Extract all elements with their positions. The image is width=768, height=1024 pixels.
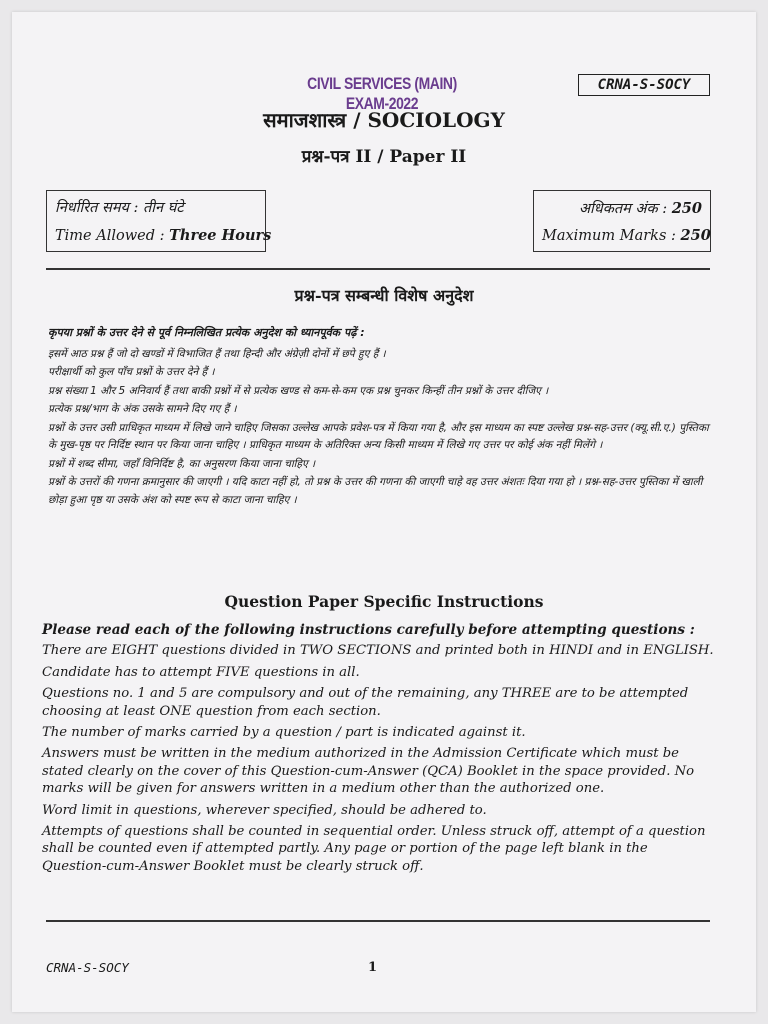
hindi-instruction-item: प्रश्न संख्या 1 और 5 अनिवार्य हैं तथा बाकी प्रश्नों में से प्रत्येक खण्ड से कम-से-कम एक प्रश्न चुनकर किन्हीं तीन प्रश्नों के उत्तर दीजिए । xyxy=(48,384,549,397)
english-instruction-item: Word limit in questions, wherever specified, should be adhered to. xyxy=(42,802,487,818)
english-instruction-item: There are EIGHT questions divided in TWO SECTIONS and printed both in HINDI and in ENGLISH. xyxy=(42,643,714,659)
hindi-instructions-lead: कृपया प्रश्नों के उत्तर देने से पूर्व निम्नलिखित प्रत्येक अनुदेश को ध्यानपूर्वक पढ़ें : xyxy=(48,326,365,339)
paper-number: प्रश्न-पत्र II / Paper II xyxy=(301,147,467,167)
english-instruction-item: Answers must be written in the medium authorized in the Admission Certificate which must be stated clearly on the cover of this Question-cum-Answer (QCA) Booklet in the space provided. No marks will be given for answers written in a medium other than the authorized one. xyxy=(42,746,695,797)
maximum-marks-label: Maximum Marks : xyxy=(542,228,681,244)
time-allowed-hindi: निर्धारित समय : तीन घंटे xyxy=(55,200,184,216)
time-allowed-english xyxy=(55,222,272,249)
subject-title: समाजशास्त्र / SOCIOLOGY xyxy=(263,108,505,132)
hindi-instruction-item: परीक्षार्थी को कुल पाँच प्रश्नों के उत्तर देने हैं । xyxy=(48,366,215,378)
maximum-marks-value: 250 xyxy=(680,227,711,244)
time-allowed-label: Time Allowed : xyxy=(55,228,170,244)
maximum-marks-english xyxy=(542,222,711,249)
english-instruction-item: Candidate has to attempt FIVE questions in all. xyxy=(42,664,360,680)
exam-page xyxy=(12,12,756,1012)
hindi-instruction-item: प्रश्नों में शब्द सीमा, जहाँ विनिर्दिष्ट है, का अनुसरण किया जाना चाहिए । xyxy=(48,457,316,470)
english-instruction-item: Questions no. 1 and 5 are compulsory and out of the remaining, any THREE are to be attempted choosing at least ONE question from each section. xyxy=(42,686,689,719)
hindi-instruction-item: प्रश्नों के उत्तरों की गणना क्रमानुसार की जाएगी । यदि काटा नहीं हो, तो प्रश्न के उत्तर की गणना की जाएगी चाहे वह उत्तर अंशतः दिया गया हो । प्रश्न-सह-उत्तर पुस्तिका में खाली छोड़ा हुआ पृष्ठ या उसके अंश को स्पष्ट रूप से काटा जाना चाहिए । xyxy=(48,476,703,506)
english-instructions-heading: Question Paper Specific Instructions xyxy=(224,592,544,611)
header-divider xyxy=(46,268,710,270)
english-instructions xyxy=(42,622,714,879)
page-number: 1 xyxy=(368,960,378,975)
hindi-instructions-heading: प्रश्न-पत्र सम्बन्धी विशेष अनुदेश xyxy=(294,286,474,305)
footer-divider xyxy=(46,920,710,922)
maximum-marks-hindi-value: 250 xyxy=(671,200,702,217)
english-instruction-item: The number of marks carried by a question / part is indicated against it. xyxy=(42,725,526,741)
time-allowed-value: Three Hours xyxy=(169,227,272,244)
english-instructions-lead: Please read each of the following instructions carefully before attempting questions : xyxy=(42,622,695,638)
english-instruction-item: Attempts of questions shall be counted in sequential order. Unless struck off, attempt of a question shall be counted even if attempted partly. Any page or portion of the page left blank in the Question-cum-Answer Booklet must be clearly struck off. xyxy=(42,824,706,874)
footer-paper-code: CRNA-S-SOCY xyxy=(46,960,129,975)
time-allowed-box xyxy=(46,190,272,252)
hindi-instruction-item: प्रश्नों के उत्तर उसी प्राधिकृत माध्यम में लिखे जाने चाहिए जिसका उल्लेख आपके प्रवेश-पत्र में किया गया है, और इस माध्यम का स्पष्ट उल्लेख प्रश्न-सह-उत्तर (क्यू.सी.ए.) पुस्तिका के मुख-पृष्ठ पर निर्दिष्ट स्थान पर किया जाना चाहिए । प्राधिकृत माध्यम के अतिरिक्त अन्य किसी माध्यम में लिखे गए उत्तर पर कोई अंक नहीं मिलेंगे । xyxy=(48,421,709,451)
paper-code-box: CRNA-S-SOCY xyxy=(578,74,710,96)
hindi-instructions xyxy=(48,324,714,510)
maximum-marks-hindi xyxy=(542,195,702,222)
exam-title: CIVIL SERVICES (MAIN) EXAM-2022 xyxy=(307,74,457,113)
maximum-marks-box xyxy=(533,190,711,252)
hindi-instruction-item: इसमें आठ प्रश्न हैं जो दो खण्डों में विभाजित हैं तथा हिन्दी और अंग्रेज़ी दोनों में छपे हुए हैं । xyxy=(48,347,386,360)
maximum-marks-hindi-label: अधिकतम अंक : xyxy=(578,201,672,217)
hindi-instruction-item: प्रत्येक प्रश्न/भाग के अंक उसके सामने दिए गए हैं । xyxy=(48,403,237,415)
